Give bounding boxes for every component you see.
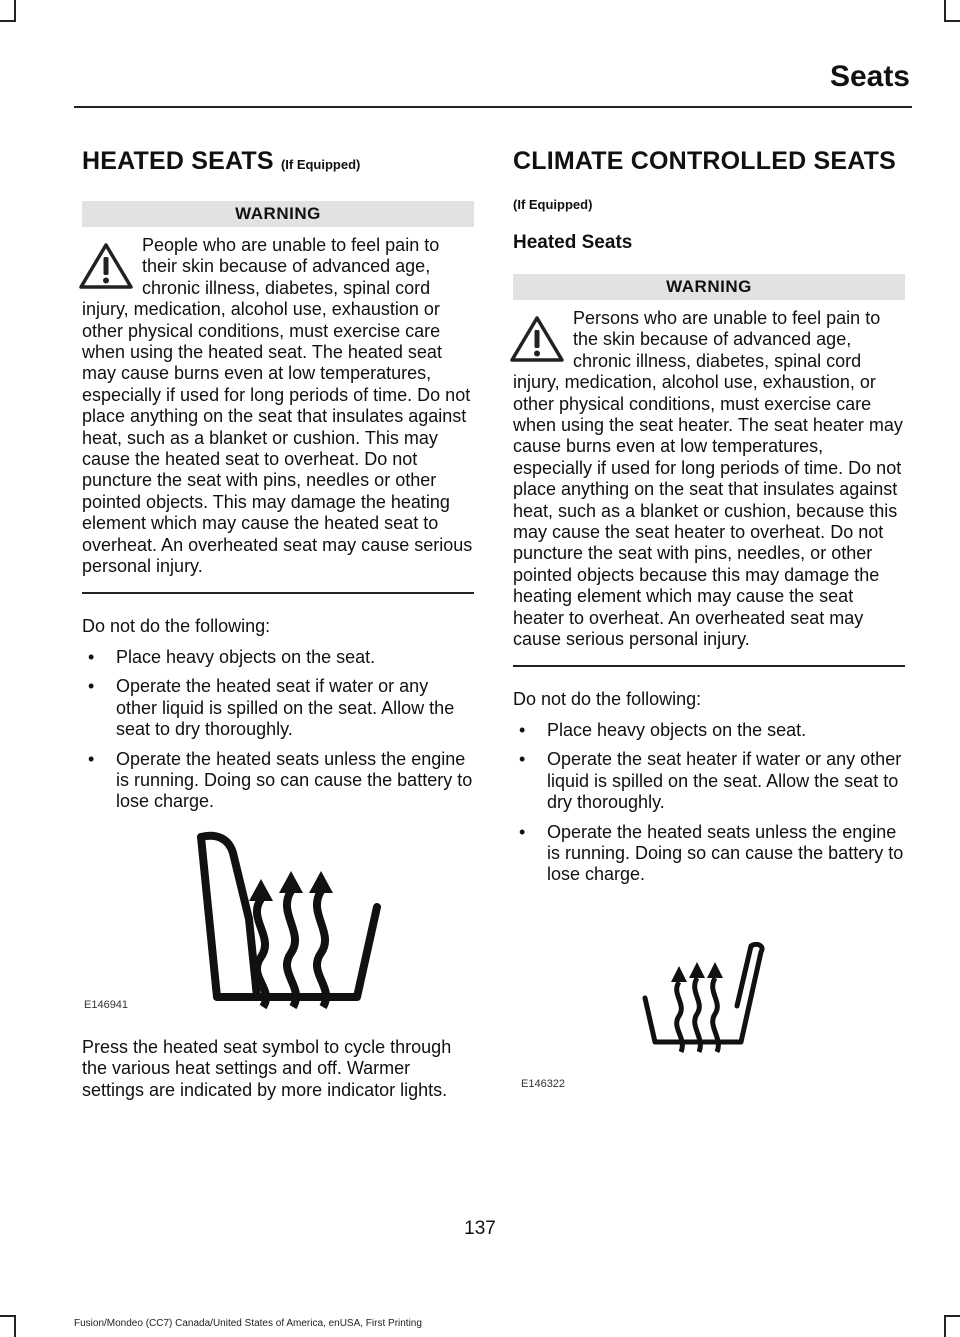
warning-text: Persons who are unable to feel pain to the skin because of advanced age, chronic illness, diabetes, spinal cord injury, medication, alcohol use, exhaustion, or other physical conditions, must exercise care when using the seat heater. The seat heater may cause burns even at low temperatures, especially if used for long periods of time. Do not place anything on the seat that insulates against heat, such as a blanket or cushion, because this may cause the seat heater to overheat. Do not puncture the seat with pins, needles, or other pointed objects because this may damage the heating element which may cause the seat heater to overheat. An overheated seat may cause serious personal injury.	[513, 308, 903, 650]
subheading-heated-seats: Heated Seats	[513, 232, 633, 253]
right-column	[513, 145, 905, 1094]
heated-seat-icon	[641, 942, 769, 1059]
heated-seat-figure	[82, 823, 474, 1023]
heading-note: (If Equipped)	[513, 197, 593, 212]
intro-text: Do not do the following:	[82, 615, 271, 636]
list-item: • Operate the seat heater if water or any other liquid is spilled on the seat. Allow the seat to dry thoroughly.	[513, 749, 905, 813]
bullet-list	[82, 647, 474, 813]
section-heading-climate-seats: CLIMATE CONTROLLED SEATS	[513, 147, 897, 175]
list-item: • Operate the heated seats unless the engine is running. Doing so can cause the battery to lose charge.	[513, 822, 905, 886]
footer-edition: Fusion/Mondeo (CC7) Canada/United States of America, enUSA, First Printing	[74, 1318, 422, 1329]
list-item: • Place heavy objects on the seat.	[82, 647, 474, 668]
figure-code: E146941	[84, 998, 129, 1011]
warning-box	[513, 274, 905, 667]
warning-text: People who are unable to feel pain to their skin because of advanced age, chronic illness, diabetes, spinal cord injury, medication, alcohol use, exhaustion or other physical conditions, must exercise care when using the heated seat. The heated seat may cause burns even at low temperatures, especially if used for long periods of time. Do not place anything on the seat that insulates against heat, such as a blanket or cushion. This may cause the heated seat to overheat. Do not puncture the seat with pins, needles or other pointed objects. This may damage the heating element which may cause the heated seat to overheat. An overheated seat may cause serious personal injury.	[82, 235, 473, 577]
crop-mark	[0, 20, 16, 22]
warning-box	[82, 201, 474, 594]
crop-mark	[944, 1315, 946, 1337]
bullet-list	[513, 720, 905, 886]
warning-triangle-icon	[78, 241, 134, 291]
crop-mark	[14, 1315, 16, 1337]
crop-mark	[944, 0, 946, 22]
instruction-text: Press the heated seat symbol to cycle through the various heat settings and off. Warmer settings are indicated by more indicator lights.	[82, 1036, 452, 1100]
heated-seat-icon	[187, 829, 387, 1014]
heading-text: HEATED SEATS	[82, 147, 274, 175]
list-item: • Operate the heated seat if water or any other liquid is spilled on the seat. Allow the seat to dry thoroughly.	[82, 676, 474, 740]
list-item: • Place heavy objects on the seat.	[513, 720, 905, 741]
warning-triangle-icon	[509, 314, 565, 364]
warning-label: WARNING	[513, 274, 905, 300]
crop-mark	[0, 1315, 16, 1317]
figure-code: E146322	[521, 1077, 566, 1090]
crop-mark	[944, 1315, 960, 1317]
warning-body	[513, 300, 905, 667]
list-item: • Operate the heated seats unless the engine is running. Doing so can cause the battery to lose charge.	[82, 749, 474, 813]
header-divider	[74, 106, 912, 108]
page-number: 137	[464, 1218, 496, 1239]
heading-note: (If Equipped)	[280, 157, 361, 172]
warning-body	[82, 227, 474, 594]
warning-label: WARNING	[82, 201, 474, 227]
heated-seat-figure	[513, 894, 905, 1094]
page-title: Seats	[829, 60, 910, 93]
section-heading-heated-seats	[82, 145, 474, 181]
crop-mark	[944, 20, 960, 22]
crop-mark	[14, 0, 16, 22]
intro-text: Do not do the following:	[513, 688, 702, 709]
left-column	[82, 145, 474, 1111]
